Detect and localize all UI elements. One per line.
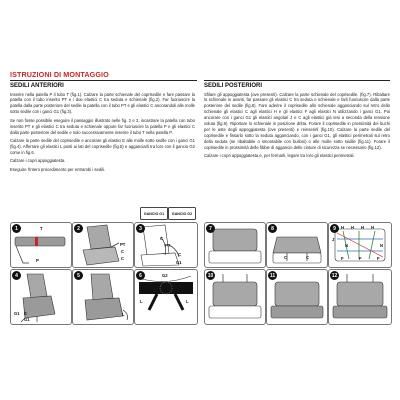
figure-number: 11 (269, 272, 276, 279)
figure-2-label: C (121, 256, 125, 261)
figure-9-label: N (380, 243, 384, 248)
title-rule-right (204, 80, 390, 81)
figure-number: 5 (74, 271, 83, 280)
figure-4-label: G1 (14, 311, 20, 316)
figure-2-label: C (121, 249, 125, 254)
figure-9-label: F (377, 256, 380, 261)
figure-5-label: L (122, 312, 125, 317)
figure-number: 10 (207, 272, 214, 279)
figure-9-label: H (351, 225, 355, 230)
front-paragraph: Calzare la parte sedile del coprisedile e ancorare gli elastici E alle molle sotto sedile con i ganci G1 (fig.4). Afferrare gli elastici L posti ai lati del coprisedile (fig.5) e agganciarli tra loro con il gancio G2 come in fig.6. (10, 138, 195, 155)
figure-6-label: G2 (162, 273, 168, 278)
figure-number: 6 (136, 271, 145, 280)
rear-paragraph: Sfilare gli appoggiatesta (ove presenti). Calzare la parte schienale del coprisedile. (fig.7). Ribaltare lo schienale in avanti, far passare gli elastici C tra seduta e schienale e farli fuoriuscire dalla parte posteriore del sedile (fig.8). Fare aderire il coprisedile allo schienale agganciando sul retro dello schienale gli elastici C agli elastici H e gli elastici F agli elastici N utilizzando i ganci G1. Poi ancorare con i ganci G1 gli elastici angolari J e C agli elastici già tesi a seconda della tensione voluta (fig.9). Riportare lo schienale in posizione dritta. Forare il coprisedile in prossimità dei buchi per le aste degli appoggiatesta (ove presenti) e reinserirli (fig.10). Calzare la parte sedile del coprisedile e fissarlo sotto la seduta agganciando, con i ganci G1, gli elastici perimetrali sul retro della seduta (se ribaltabile o smontabile con bulloni) o alle molle sotto sedile (fig.11). Forare il coprisedile in prossimità delle fibbie di aggancio delle cinture di sicurezza se necessario (fig.12). (204, 91, 390, 150)
figure-3-label: C (178, 252, 182, 257)
rear-paragraph: Calzare i copri appoggiatesta e, per fermarli, legare tra loro gli elastici perimetrali. (204, 153, 355, 159)
front-paragraph: Inserire nella patella P il tubo T (fig.1). Calzare la parte schienale del coprisedile e fare passare la patella con il tubo inserito PT e i due elastici C tra seduta e schienale (fig.2). Far fuoriuscire la patella dalla parte posteriore del sedile la patella con il tubo PT e gli elastici C ancorandoli alle molle sotto sedile con i ganci G1 (fig.3). (10, 91, 195, 115)
front-seats-text (10, 92, 195, 176)
front-paragraph: Eseguire l'intero procedimento per entrambi i sedili. (10, 166, 106, 172)
figure-number: 2 (74, 224, 83, 233)
figure-4-label: E (24, 311, 27, 316)
hook-g2-label: GANCIO G2 (171, 211, 193, 216)
hook-g1-legend (140, 207, 168, 220)
figure-12-illustration (329, 270, 391, 324)
figure-2-label: PT (120, 242, 126, 247)
figure-4-label: G1 (24, 317, 30, 322)
figure-8-label: C (284, 255, 288, 260)
figure-9-label: F (359, 256, 362, 261)
hook-g2-legend (168, 207, 196, 220)
figure-3-label: C (160, 236, 164, 241)
title-rule-left (10, 80, 197, 81)
figure-6-label: L (186, 299, 189, 304)
figure-9-label: J (332, 237, 335, 242)
front-paragraph: Se non fosse possibile eseguire il passaggio illustrato nelle fig. 2 e 3, incastrare la patella con tubo inserito PT e gli elastici C tra seduta e schienale oppure far fuoriuscire la patella P e gli elastici C dalla parte posteriore del sedile e solo successivamente inserire il tubo T nella patella P. (10, 117, 195, 135)
rear-seats-text (204, 92, 390, 162)
figure-9-label: H (341, 225, 345, 230)
figure-3-label: PT (165, 243, 171, 248)
figure-8-label: C (306, 255, 310, 260)
figure-number: 8 (268, 224, 277, 233)
figure-9-label: H (361, 225, 365, 230)
figure-3-label: G1 (176, 260, 182, 265)
figure-9-label: F (341, 256, 344, 261)
figure-number: 12 (331, 272, 338, 279)
figure-9-label: N (345, 243, 349, 248)
front-seats-heading: SEDILI ANTERIORI (10, 83, 64, 89)
front-paragraph: Calzare i copri appoggiatesta. (10, 158, 66, 164)
figure-number: 3 (136, 224, 145, 233)
rear-seats-heading: SEDILI POSTERIORI (204, 83, 263, 89)
figure-number: 9 (330, 224, 339, 233)
figure-1-label: P (36, 258, 39, 263)
figure-9-label: H (371, 225, 375, 230)
figure-number: 1 (12, 224, 21, 233)
figure-6-label: L (140, 299, 143, 304)
figure-number: 4 (12, 271, 21, 280)
hook-g1-label: GANCIO G1 (143, 211, 165, 216)
figure-6-illustration (135, 270, 197, 324)
page-title: ISTRUZIONI DI MONTAGGIO (10, 70, 109, 79)
figure-number: 7 (206, 224, 215, 233)
figure-1-label: T (40, 226, 43, 231)
